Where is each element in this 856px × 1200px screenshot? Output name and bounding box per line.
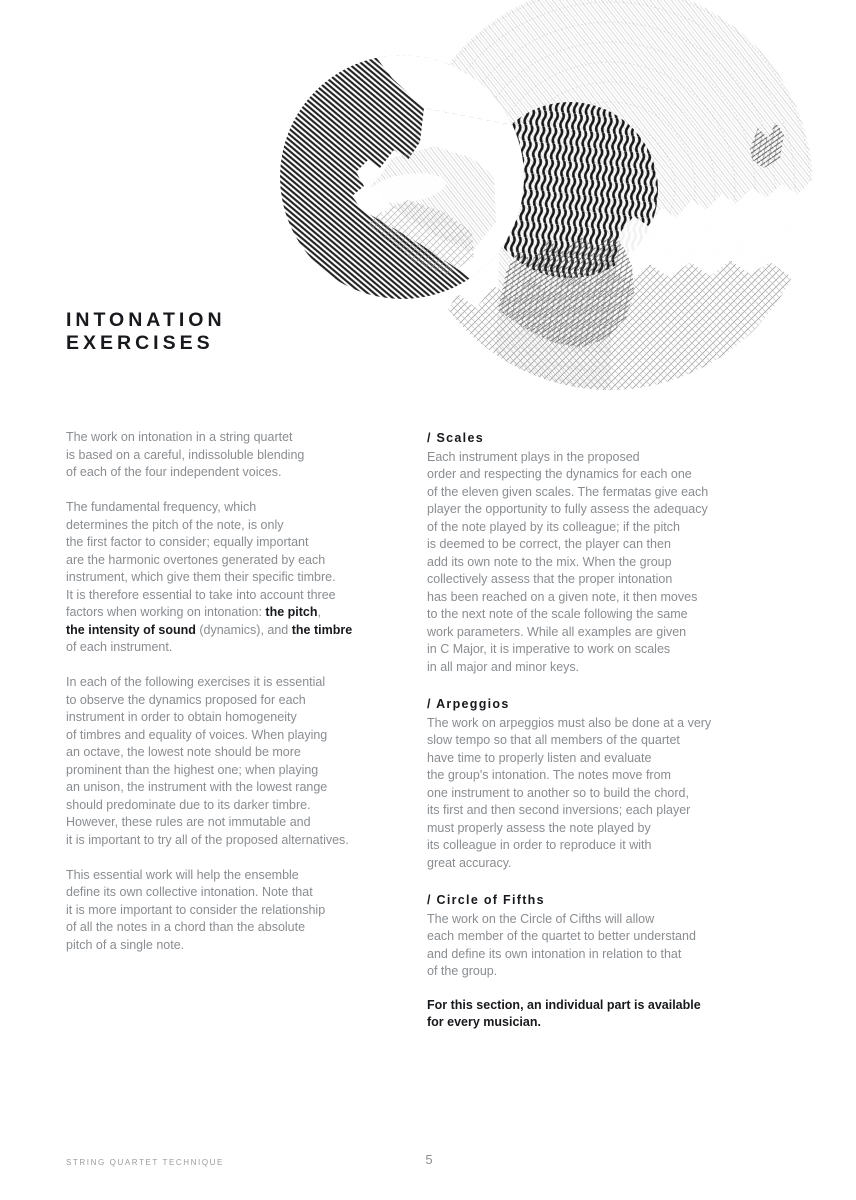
text-line: it is more important to consider the relationship	[66, 902, 326, 917]
text-line: an octave, the lowest note should be more	[66, 745, 301, 759]
text-line: are the harmonic overtones generated by each	[66, 552, 326, 567]
text-line: to the next note of the scale following the same	[427, 607, 688, 621]
decorative-artwork	[258, 0, 828, 394]
text-line: factors when working on intonation: the pitch,	[66, 605, 321, 619]
text-line: instrument in order to obtain homogeneity	[66, 710, 297, 724]
text-line: of each instrument.	[66, 640, 173, 654]
paragraph-circle-of-fifths	[427, 911, 777, 981]
text-line: For this section, an individual part is available	[427, 997, 701, 1012]
section-arpeggios	[427, 695, 777, 872]
paragraph-collective-intonation	[66, 867, 401, 955]
text-line: add its own note to the mix. When the group	[427, 554, 672, 569]
text-line: in all major and minor keys.	[427, 659, 580, 674]
text-line: of all the notes in a chord than the absolute	[66, 920, 306, 934]
text-line: has been reached on a given note, it then moves	[427, 589, 698, 604]
text-line: is deemed to be correct, the player can then	[427, 537, 671, 551]
page-number: 5	[425, 1152, 433, 1167]
text-line: its first and then second inversions; each player	[427, 803, 691, 817]
paragraph-intro	[66, 429, 401, 482]
text-line: of the eleven given scales. The fermatas give each	[427, 484, 709, 499]
running-title: STRING QUARTET TECHNIQUE	[66, 1158, 224, 1167]
text-line: It is therefore essential to take into account three	[66, 587, 336, 602]
text-line: an unison, the instrument with the lowest range	[66, 780, 328, 794]
title-line-2: EXERCISES	[66, 331, 214, 354]
text-line: in C Major, it is imperative to work on scales	[427, 642, 671, 656]
text-line: and define its own intonation in relation to that	[427, 946, 682, 961]
text-line: must properly assess the note played by	[427, 820, 651, 835]
left-column	[66, 429, 401, 972]
section-heading-circle-of-fifths: / Circle of Fifths	[427, 893, 545, 907]
text-line: of each of the four independent voices.	[66, 465, 282, 479]
text-line: each member of the quartet to better understand	[427, 929, 696, 943]
text-line: define its own collective intonation. Note that	[66, 885, 313, 899]
text-line: the intensity of sound (dynamics), and the timbre	[66, 622, 353, 637]
text-line: to observe the dynamics proposed for each	[66, 692, 306, 707]
title-line-1: INTONATION	[66, 309, 226, 331]
text-line: instrument, which give them their specific timbre.	[66, 570, 336, 584]
text-line: of the note played by its colleague; if the pitch	[427, 519, 680, 534]
text-line: The work on intonation in a string quartet	[66, 430, 293, 444]
text-line: player the opportunity to fully assess the adequacy	[427, 502, 708, 516]
page-title	[66, 309, 226, 354]
text-line: The work on the Circle of Cifths will allow	[427, 911, 655, 926]
section-heading-arpeggios: / Arpeggios	[427, 697, 510, 711]
text-line: work parameters. While all examples are given	[427, 624, 687, 639]
text-line: for every musician.	[427, 1015, 541, 1029]
text-line: the first factor to consider; equally important	[66, 535, 309, 549]
section-scales	[427, 429, 777, 676]
text-line: its colleague in order to reproduce it with	[427, 838, 652, 852]
text-line: pitch of a single note.	[66, 937, 185, 952]
text-line: collectively assess that the proper intonation	[427, 572, 673, 586]
text-line: should predominate due to its darker timbre.	[66, 797, 311, 812]
text-line: have time to properly listen and evaluate	[427, 750, 652, 765]
right-column	[427, 429, 777, 1049]
text-line: However, these rules are not immutable and	[66, 815, 311, 829]
text-line: slow tempo so that all members of the quartet	[427, 733, 680, 747]
text-line: Each instrument plays in the proposed	[427, 449, 640, 464]
text-line: it is important to try all of the proposed alternatives.	[66, 832, 349, 847]
text-line: of the group.	[427, 964, 498, 978]
paragraph-scales	[427, 449, 777, 677]
text-line: prominent than the highest one; when playing	[66, 762, 319, 777]
paragraph-exercise-dynamics	[66, 674, 401, 849]
text-line: The fundamental frequency, which	[66, 500, 257, 514]
text-line: determines the pitch of the note, is only	[66, 517, 284, 532]
text-line: The work on arpeggios must also be done at a very	[427, 715, 712, 730]
paragraph-arpeggios	[427, 715, 777, 873]
availability-note	[427, 997, 777, 1032]
text-line: order and respecting the dynamics for each one	[427, 467, 692, 481]
paragraph-fundamental-frequency	[66, 499, 401, 657]
text-line: great accuracy.	[427, 855, 512, 870]
text-line: of timbres and equality of voices. When playing	[66, 727, 328, 742]
text-line: This essential work will help the ensemble	[66, 867, 299, 882]
text-line: one instrument to another so to build the chord,	[427, 785, 689, 800]
text-line: the group's intonation. The notes move from	[427, 768, 671, 782]
section-circle-of-fifths	[427, 891, 777, 981]
section-heading-scales: / Scales	[427, 431, 484, 445]
text-line: is based on a careful, indissoluble blending	[66, 447, 305, 462]
text-line: In each of the following exercises it is essential	[66, 675, 326, 689]
